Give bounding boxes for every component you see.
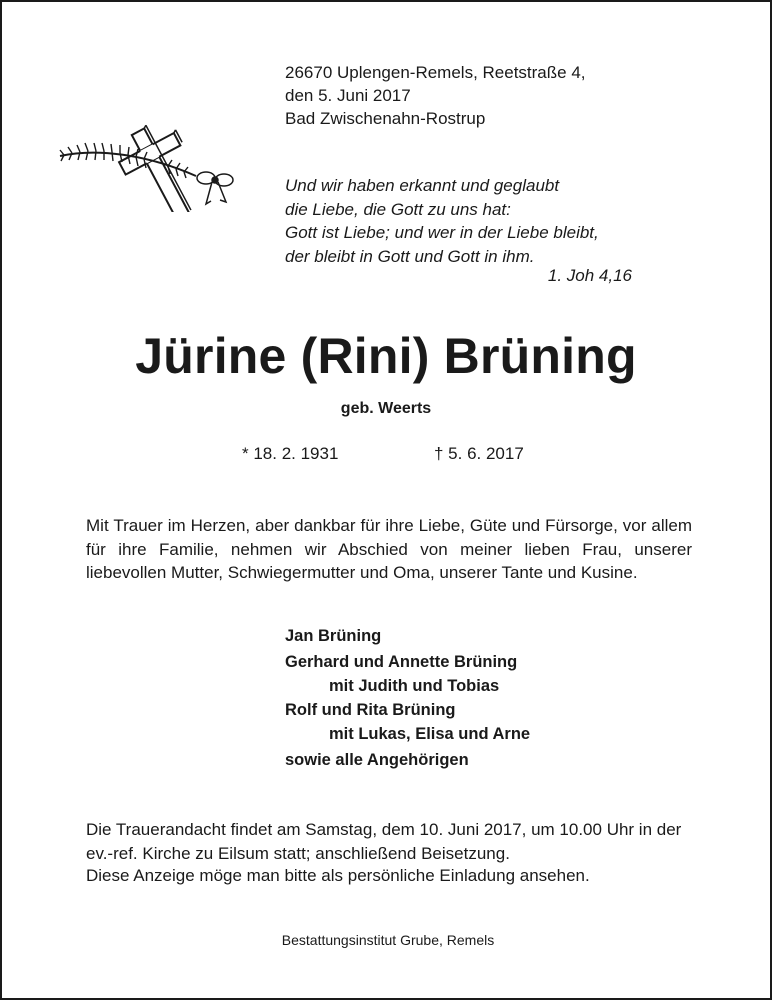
maiden-name: geb. Weerts: [340, 400, 432, 417]
address-line: 26670 Uplengen-Remels, Reetstraße 4,: [285, 63, 586, 82]
invitation-note: Diese Anzeige möge man bitte als persönliche Einladung ansehen.: [86, 866, 590, 885]
funeral-home: Bestattungsinstitut Grube, Remels: [281, 932, 495, 948]
verse-line: Und wir haben erkannt und geglaubt: [285, 176, 560, 195]
service-info: Die Trauerandacht findet am Samstag, dem 10. Juni 2017, um 10.00 Uhr in der ev.-ref. Kirche zu Eilsum statt; anschließend Beisetzung.: [86, 820, 682, 863]
location-line: Bad Zwischenahn-Rostrup: [285, 109, 486, 128]
death-date: † 5. 6. 2017: [434, 444, 524, 463]
verse-line: Gott ist Liebe; und wer in der Liebe bleibt,: [285, 223, 599, 242]
mourners-list: [285, 624, 530, 772]
cross-with-palm-branch-icon: [56, 120, 238, 212]
condolence-message: Mit Trauer im Herzen, aber dankbar für ihre Liebe, Güte und Fürsorge, vor allem für ihre Familie, nehmen wir Abschied von meiner lieben Frau, unserer liebevollen Mutter, Schwiegermutter und Oma, unserer Tante und Kusine.: [86, 516, 692, 582]
verse-line: der bleibt in Gott und Gott in ihm.: [285, 246, 535, 266]
date-line: den 5. Juni 2017: [285, 86, 411, 105]
mourner-entry: sowie alle Angehörigen: [285, 751, 469, 769]
mourner-entry: Rolf und Rita Brüning: [285, 701, 456, 719]
verse-line: die Liebe, die Gott zu uns hat:: [285, 199, 511, 219]
verse-reference: 1. Joh 4,16: [547, 266, 632, 285]
mourner-entry: Jan Brüning: [285, 627, 382, 645]
mourner-entry: Gerhard und Annette Brüning: [285, 653, 518, 671]
deceased-name: Jürine (Rini) Brüning: [135, 328, 637, 384]
mourner-children: mit Judith und Tobias: [329, 677, 500, 695]
address-block: [285, 61, 586, 130]
bible-verse: [285, 174, 645, 268]
birth-date: * 18. 2. 1931: [242, 444, 339, 463]
mourner-children: mit Lukas, Elisa und Arne: [329, 725, 531, 743]
